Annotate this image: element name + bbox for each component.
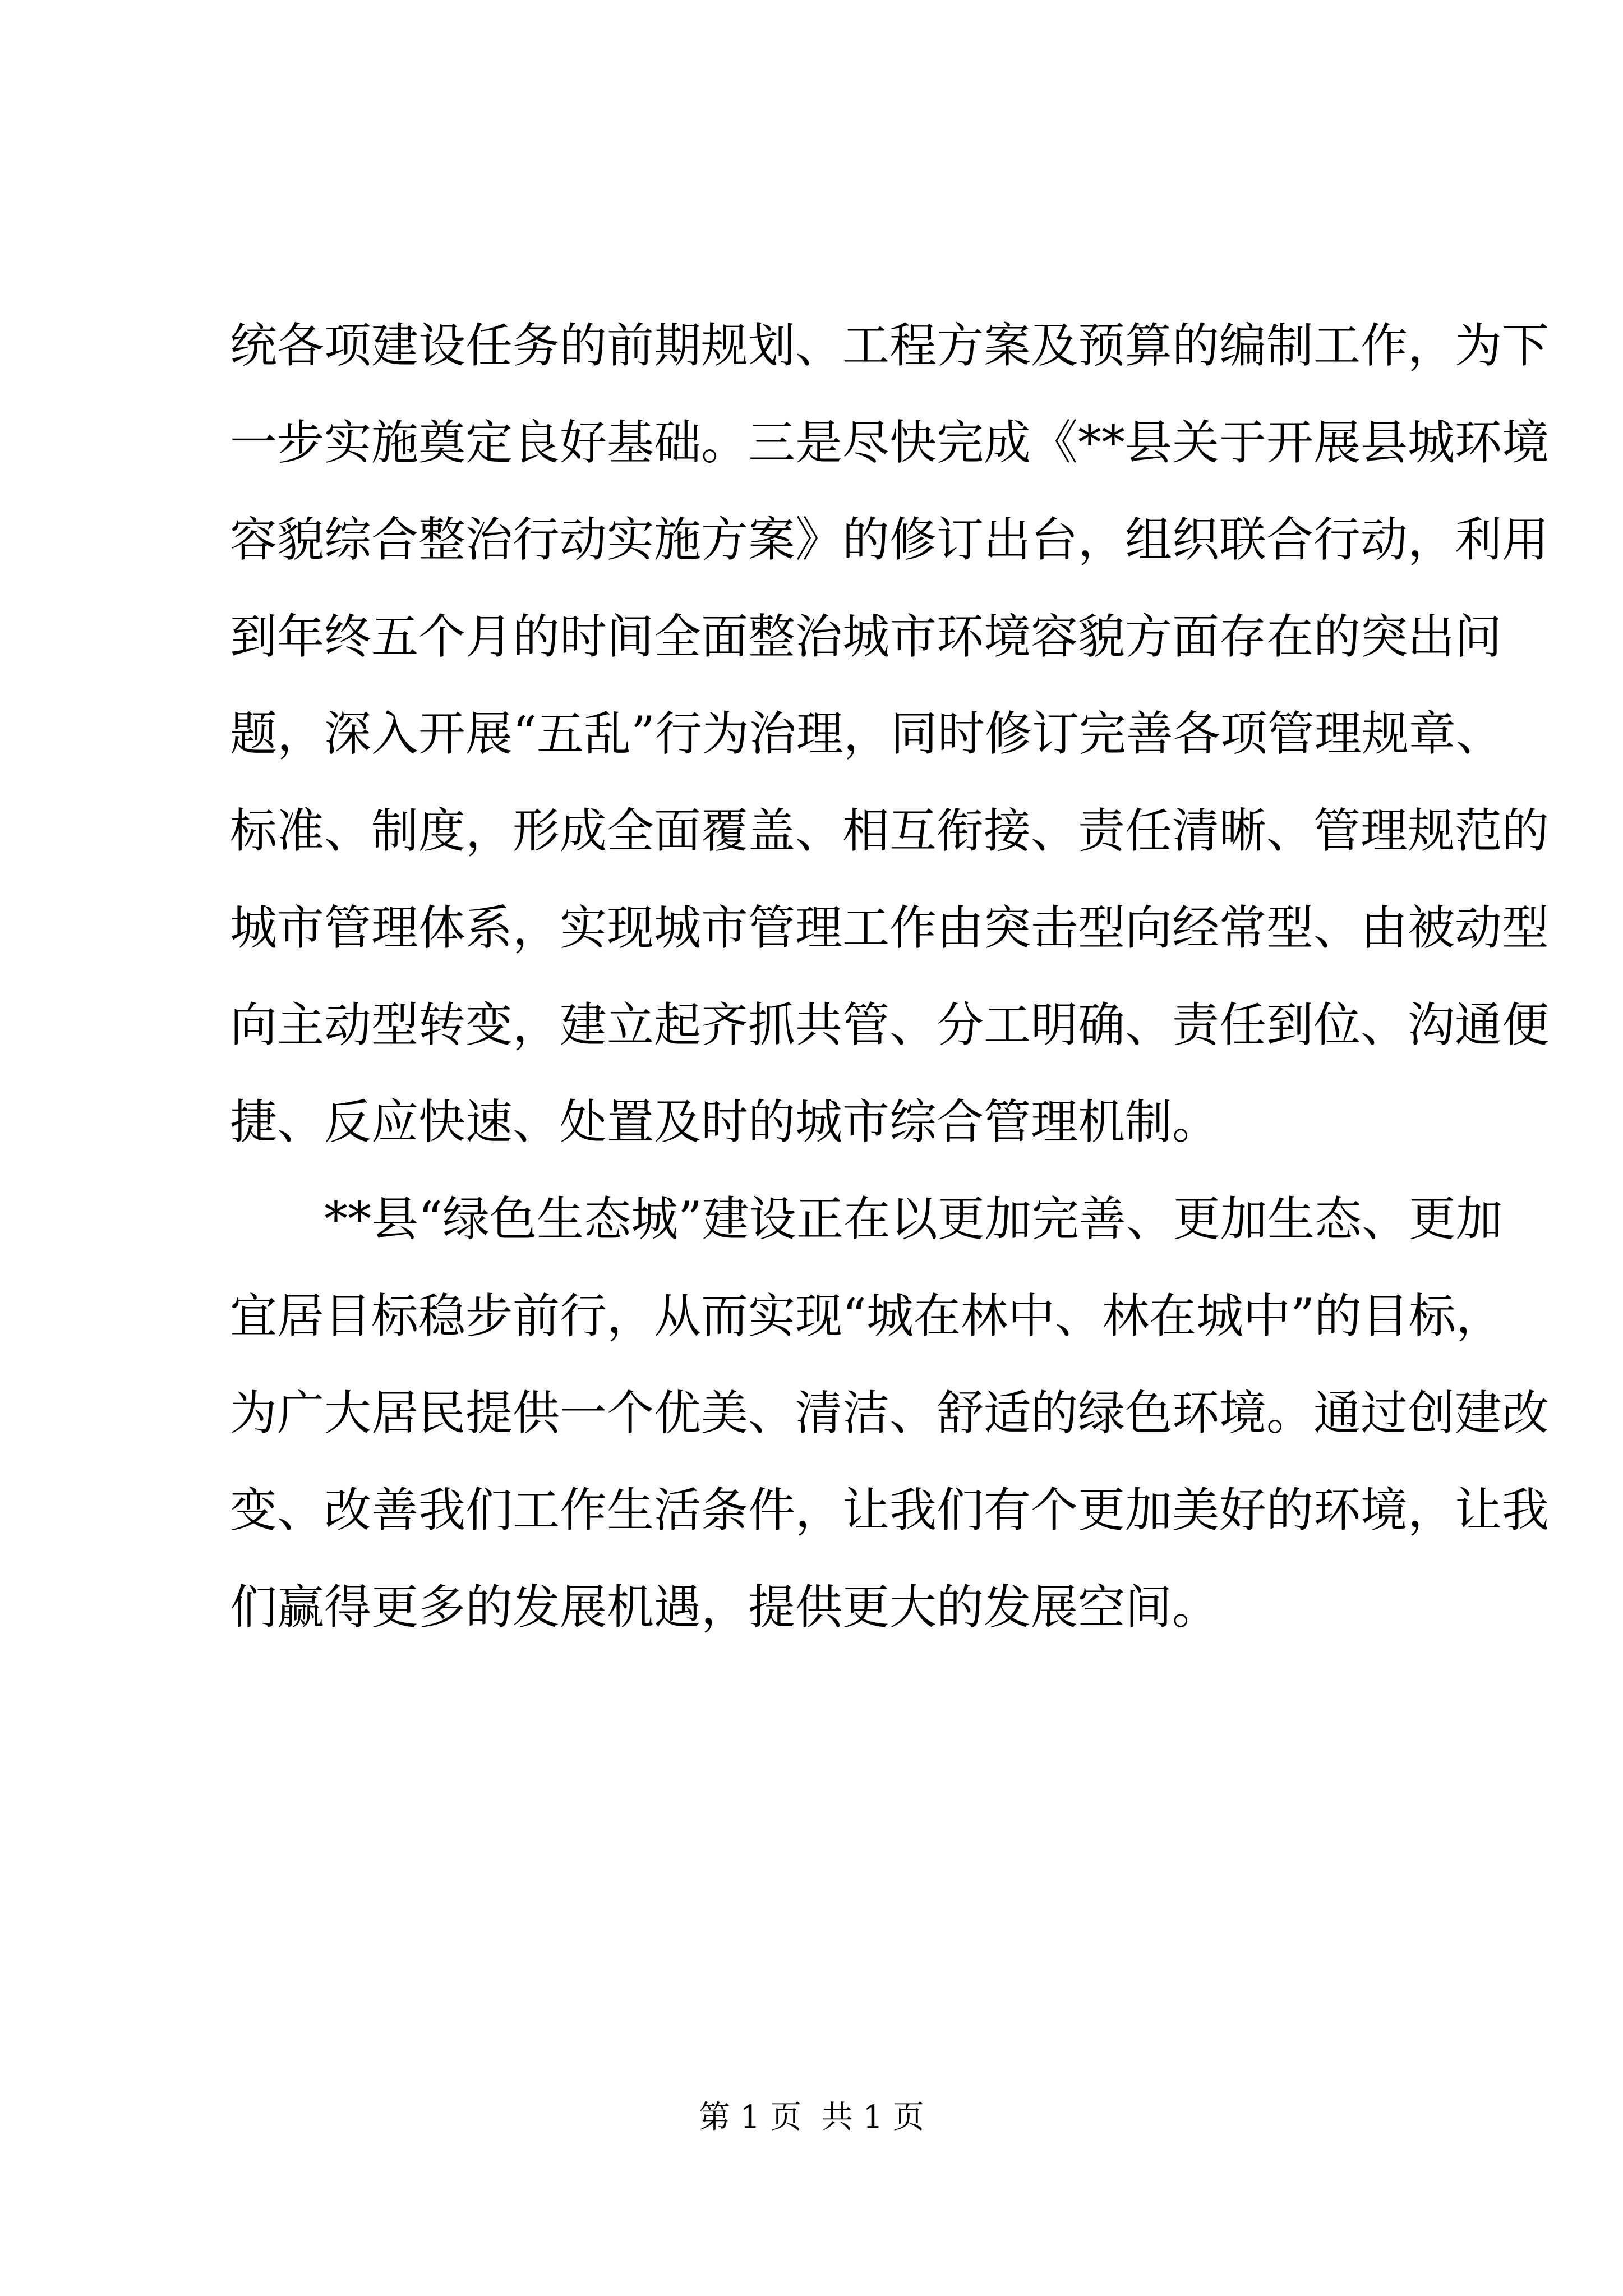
- paragraph-1-line-2: 一步实施奠定良好基础。三是尽快完成《**县关于开展县城环境: [230, 415, 1550, 470]
- page-number-label: 第 1 页 共 1 页: [698, 2099, 925, 2136]
- paragraph-1-line-9: 捷、反应快速、处置及时的城市综合管理机制。: [230, 1094, 1220, 1149]
- paragraph-1-line-8: 向主动型转变，建立起齐抓共管、分工明确、责任到位、沟通便: [230, 997, 1550, 1052]
- paragraph-2-line-4: 变、改善我们工作生活条件，让我们有个更加美好的环境，让我: [230, 1483, 1550, 1538]
- paragraph-1-line-3: 容貌综合整治行动实施方案》的修订出台，组织联合行动，利用: [230, 512, 1550, 567]
- paragraph-1-line-4: 到年终五个月的时间全面整治城市环境容貌方面存在的突出问: [230, 609, 1502, 664]
- paragraph-1-line-1: 统各项建设任务的前期规划、工程方案及预算的编制工作，为下: [230, 318, 1550, 373]
- paragraph-2-line-1: **县“绿色生态城”建设正在以更加完善、更加生态、更加: [324, 1191, 1503, 1246]
- paragraph-1-line-5: 题，深入开展“五乱”行为治理，同时修订完善各项管理规章、: [230, 706, 1503, 761]
- paragraph-2-line-5: 们赢得更多的发展机遇，提供更大的发展空间。: [230, 1580, 1220, 1635]
- paragraph-2-line-3: 为广大居民提供一个优美、清洁、舒适的绿色环境。通过创建改: [230, 1386, 1550, 1441]
- paragraph-1-line-7: 城市管理体系，实现城市管理工作由突击型向经常型、由被动型: [230, 900, 1550, 955]
- paragraph-1-line-6: 标准、制度，形成全面覆盖、相互衔接、责任清晰、管理规范的: [230, 803, 1550, 858]
- page-footer: [0, 2095, 1623, 2140]
- document-body: [230, 297, 1550, 1656]
- paragraph-2-line-2: 宜居目标稳步前行，从而实现“城在林中、林在城中”的目标，: [230, 1289, 1503, 1343]
